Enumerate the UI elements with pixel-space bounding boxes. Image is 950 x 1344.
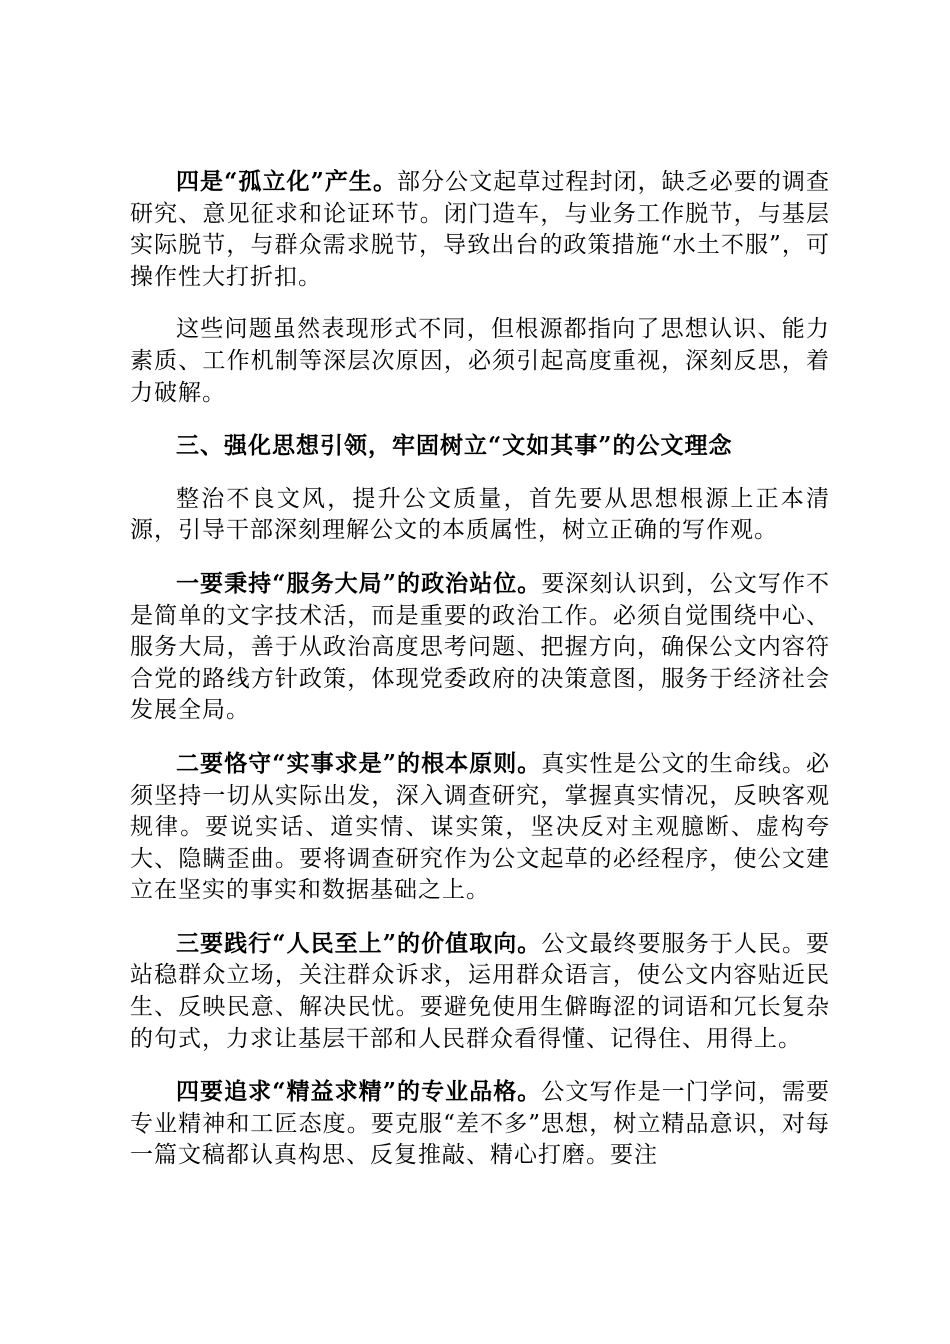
paragraph-point-one — [130, 568, 830, 727]
paragraph-text: 真实性是公文的生命线。必须坚持一切从实际出发，深入调查研究，掌握真实情况，反映客观规律。要说实话、道实情、谋实策，坚决反对主观臆断、虚构夸大、隐瞒歪曲。要将调查研究作为公文起草的必经程序，使公文建立在坚实的事实和数据基础之上。 — [130, 750, 830, 904]
document-body — [130, 166, 830, 1193]
paragraph-text: 公文写作是一门学问，需要专业精神和工匠态度。要克服“差不多”思想，树立精品意识，对每一篇文稿都认真构思、反复推敲、精心打磨。要注 — [130, 1079, 830, 1169]
paragraph-summary — [130, 314, 830, 409]
paragraph-point-three — [130, 928, 830, 1055]
paragraph-lead: 四要追求“精益求精”的专业品格。 — [176, 1078, 542, 1106]
paragraph-text: 公文最终要服务于人民。要站稳群众立场，关注群众诉求，运用群众语言，使公文内容贴近民生、反映民意、解决民忧。要避免使用生僻晦涩的词语和冗长复杂的句式，力求让基层干部和人民群众看得懂、记得住、用得上。 — [130, 930, 830, 1052]
paragraph-four-isolation — [130, 166, 830, 293]
paragraph-lead: 一要秉持“服务大局”的政治站位。 — [176, 569, 542, 597]
paragraph-point-two — [130, 748, 830, 907]
paragraph-lead: 四是“孤立化”产生。 — [176, 168, 398, 195]
paragraph-lead: 三要践行“人民至上”的价值取向。 — [176, 929, 542, 957]
paragraph-text: 这些问题虽然表现形式不同，但根源都指向了思想认识、能力素质、工作机制等深层次原因，必须引起高度重视，深刻反思，着力破解。 — [130, 316, 830, 406]
paragraph-text: 部分公文起草过程封闭，缺乏必要的调查研究、意见征求和论证环节。闭门造车，与业务工作脱节，与基层实际脱节，与群众需求脱节，导致出台的政策措施“水土不服”，可操作性大打折扣。 — [130, 169, 830, 290]
paragraph-point-four — [130, 1076, 830, 1172]
paragraph-text: 整治不良文风，提升公文质量，首先要从思想根源上正本清源，引导干部深刻理解公文的本质属性，树立正确的写作观。 — [130, 485, 830, 544]
section-heading: 三、强化思想引领，牢固树立“文如其事”的公文理念 — [176, 432, 733, 460]
paragraph-intro — [130, 484, 830, 547]
paragraph-lead: 二要恪守“实事求是”的根本原则。 — [176, 749, 542, 777]
paragraph-text: 要深刻认识到，公文写作不是简单的文字技术活，而是重要的政治工作。必须自觉围绕中心、服务大局，善于从政治高度思考问题、把握方向，确保公文内容符合党的路线方针政策，体现党委政府的决策意图，服务于经济社会发展全局。 — [130, 570, 830, 724]
